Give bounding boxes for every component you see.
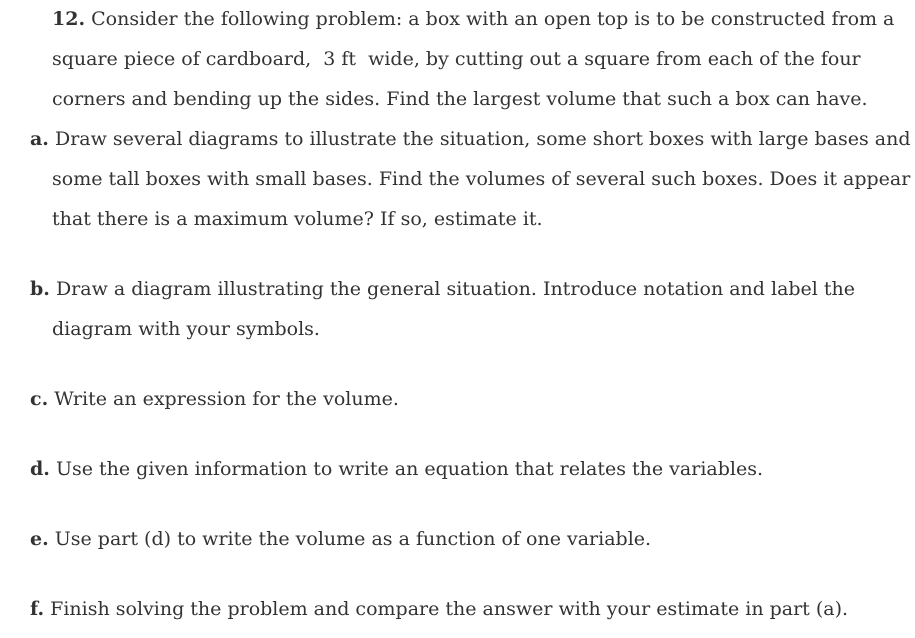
part-f-label: f. [30, 598, 45, 620]
part-d-label: d. [30, 458, 50, 480]
part-b-text: Draw a diagram illustrating the general situation. Introduce notation and label the [55, 278, 856, 300]
part-b-label: b. [30, 278, 50, 300]
part-e-line-1 [30, 527, 651, 551]
part-a-line-3 [52, 207, 543, 231]
problem-line-2 [52, 47, 861, 71]
problem-text: wide, by cutting out a square from each of the four [368, 48, 861, 70]
part-c-label: c. [30, 388, 49, 410]
problem-line-1 [52, 7, 894, 31]
part-a-text: that there is a maximum volume? If so, estimate it. [52, 208, 543, 230]
dimension-value: 3 ft [323, 48, 357, 70]
part-f-line-1 [30, 597, 848, 621]
part-f-text: Finish solving the problem and compare the answer with your estimate in part (a). [50, 598, 849, 620]
part-b-line-1 [30, 277, 855, 301]
part-c-text: Write an expression for the volume. [54, 388, 399, 410]
part-b-text: diagram with your symbols. [52, 318, 320, 340]
part-a-label: a. [30, 128, 49, 150]
part-a-text: Draw several diagrams to illustrate the situation, some short boxes with large bases and [54, 128, 911, 150]
part-d-text: Use the given information to write an equation that relates the variables. [55, 458, 763, 480]
part-a-text: some tall boxes with small bases. Find the volumes of several such boxes. Does it appear [52, 168, 911, 190]
problem-text: corners and bending up the sides. Find the largest volume that such a box can have. [52, 88, 868, 110]
problem-text: square piece of cardboard, [52, 48, 312, 70]
part-a-line-2 [52, 167, 910, 191]
part-e-label: e. [30, 528, 49, 550]
part-a-line-1 [30, 127, 911, 151]
part-c-line-1 [30, 387, 399, 411]
problem-number: 12. [52, 8, 86, 30]
problem-line-3 [52, 87, 868, 111]
part-b-line-2 [52, 317, 320, 341]
problem-text: Consider the following problem: a box with an open top is to be constructed from a [91, 8, 895, 30]
part-e-text: Use part (d) to write the volume as a function of one variable. [54, 528, 652, 550]
part-d-line-1 [30, 457, 763, 481]
